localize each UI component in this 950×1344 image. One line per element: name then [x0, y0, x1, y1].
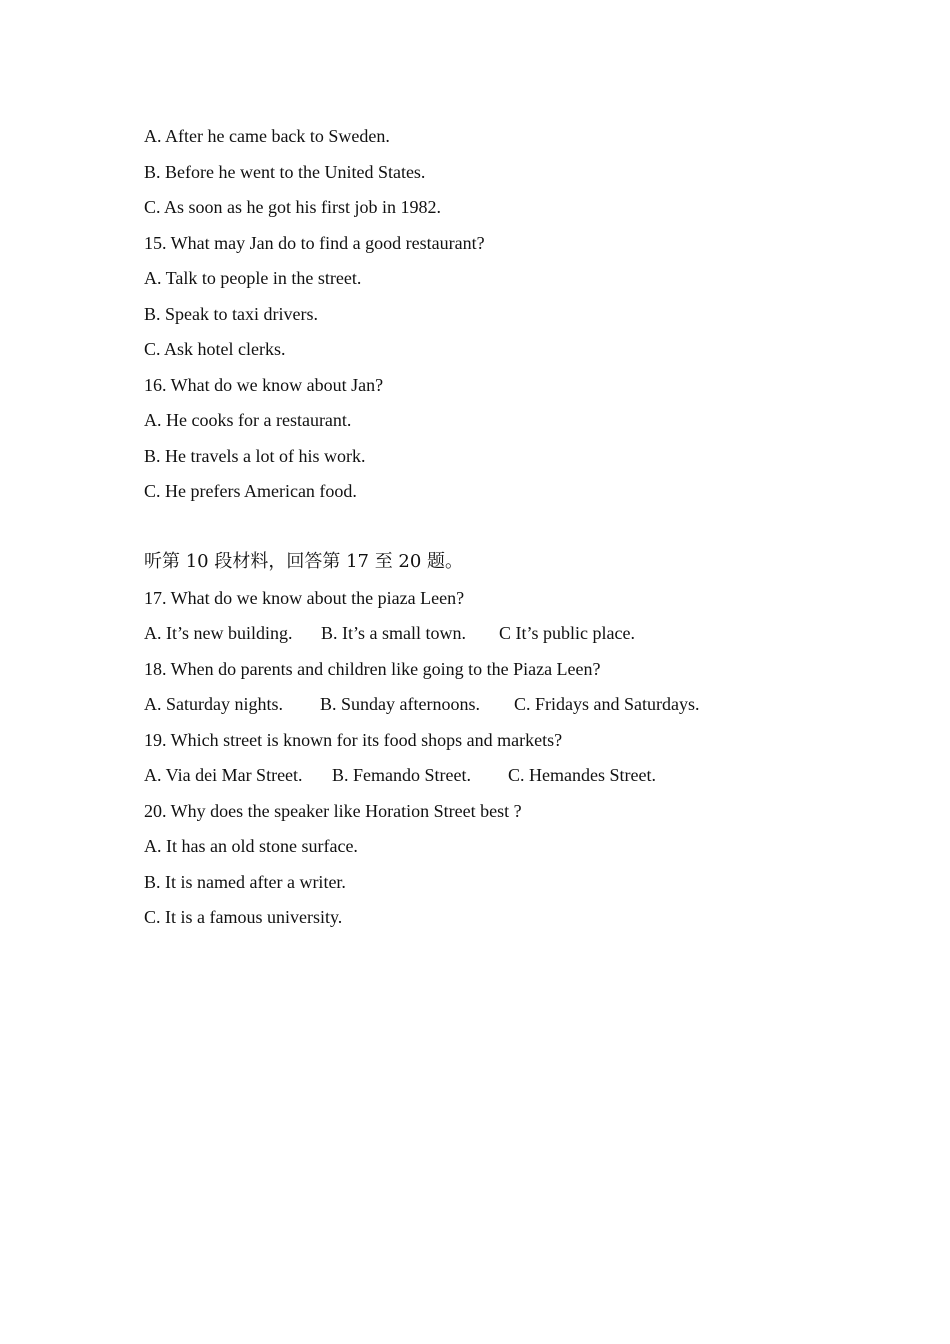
- q17-option-b: B. It’s a small town.: [321, 623, 466, 643]
- q16-option-b: B. He travels a lot of his work.: [144, 446, 366, 466]
- q14-option-b: B. Before he went to the United States.: [144, 162, 426, 182]
- q17-option-a: A. It’s new building.: [144, 623, 293, 643]
- q17-question: 17. What do we know about the piaza Leen?: [144, 588, 465, 608]
- q20-option-b: B. It is named after a writer.: [144, 872, 346, 892]
- q15-option-c: C. Ask hotel clerks.: [144, 339, 286, 359]
- q16-option-a: A. He cooks for a restaurant.: [144, 410, 352, 430]
- q16-option-c: C. He prefers American food.: [144, 481, 357, 501]
- q19-options: [144, 764, 744, 786]
- q20-option-c: C. It is a famous university.: [144, 907, 343, 927]
- q18-question: 18. When do parents and children like going to the Piaza Leen?: [144, 659, 601, 679]
- q15-option-a: A. Talk to people in the street.: [144, 268, 362, 288]
- q19-option-c: C. Hemandes Street.: [508, 765, 656, 785]
- q18-option-c: C. Fridays and Saturdays.: [514, 694, 700, 714]
- q19-question: 19. Which street is known for its food shops and markets?: [144, 730, 563, 750]
- q19-option-b: B. Femando Street.: [332, 765, 471, 785]
- q15-option-b: B. Speak to taxi drivers.: [144, 304, 318, 324]
- section-10-instruction: 听第 10 段材料，回答第 17 至 20 题。: [144, 551, 464, 572]
- q18-option-a: A. Saturday nights.: [144, 694, 283, 714]
- q20-option-a: A. It has an old stone surface.: [144, 836, 358, 856]
- q17-option-c: C It’s public place.: [499, 623, 635, 643]
- q18-option-b: B. Sunday afternoons.: [320, 694, 480, 714]
- q15-question: 15. What may Jan do to find a good restaurant?: [144, 233, 485, 253]
- q19-option-a: A. Via dei Mar Street.: [144, 765, 303, 785]
- q20-question: 20. Why does the speaker like Horation Street best ?: [144, 801, 522, 821]
- q14-option-c: C. As soon as he got his first job in 1982.: [144, 197, 442, 217]
- q14-option-a: A. After he came back to Sweden.: [144, 126, 390, 146]
- q16-question: 16. What do we know about Jan?: [144, 375, 384, 395]
- q18-options: [144, 693, 744, 715]
- q17-options: [144, 622, 744, 644]
